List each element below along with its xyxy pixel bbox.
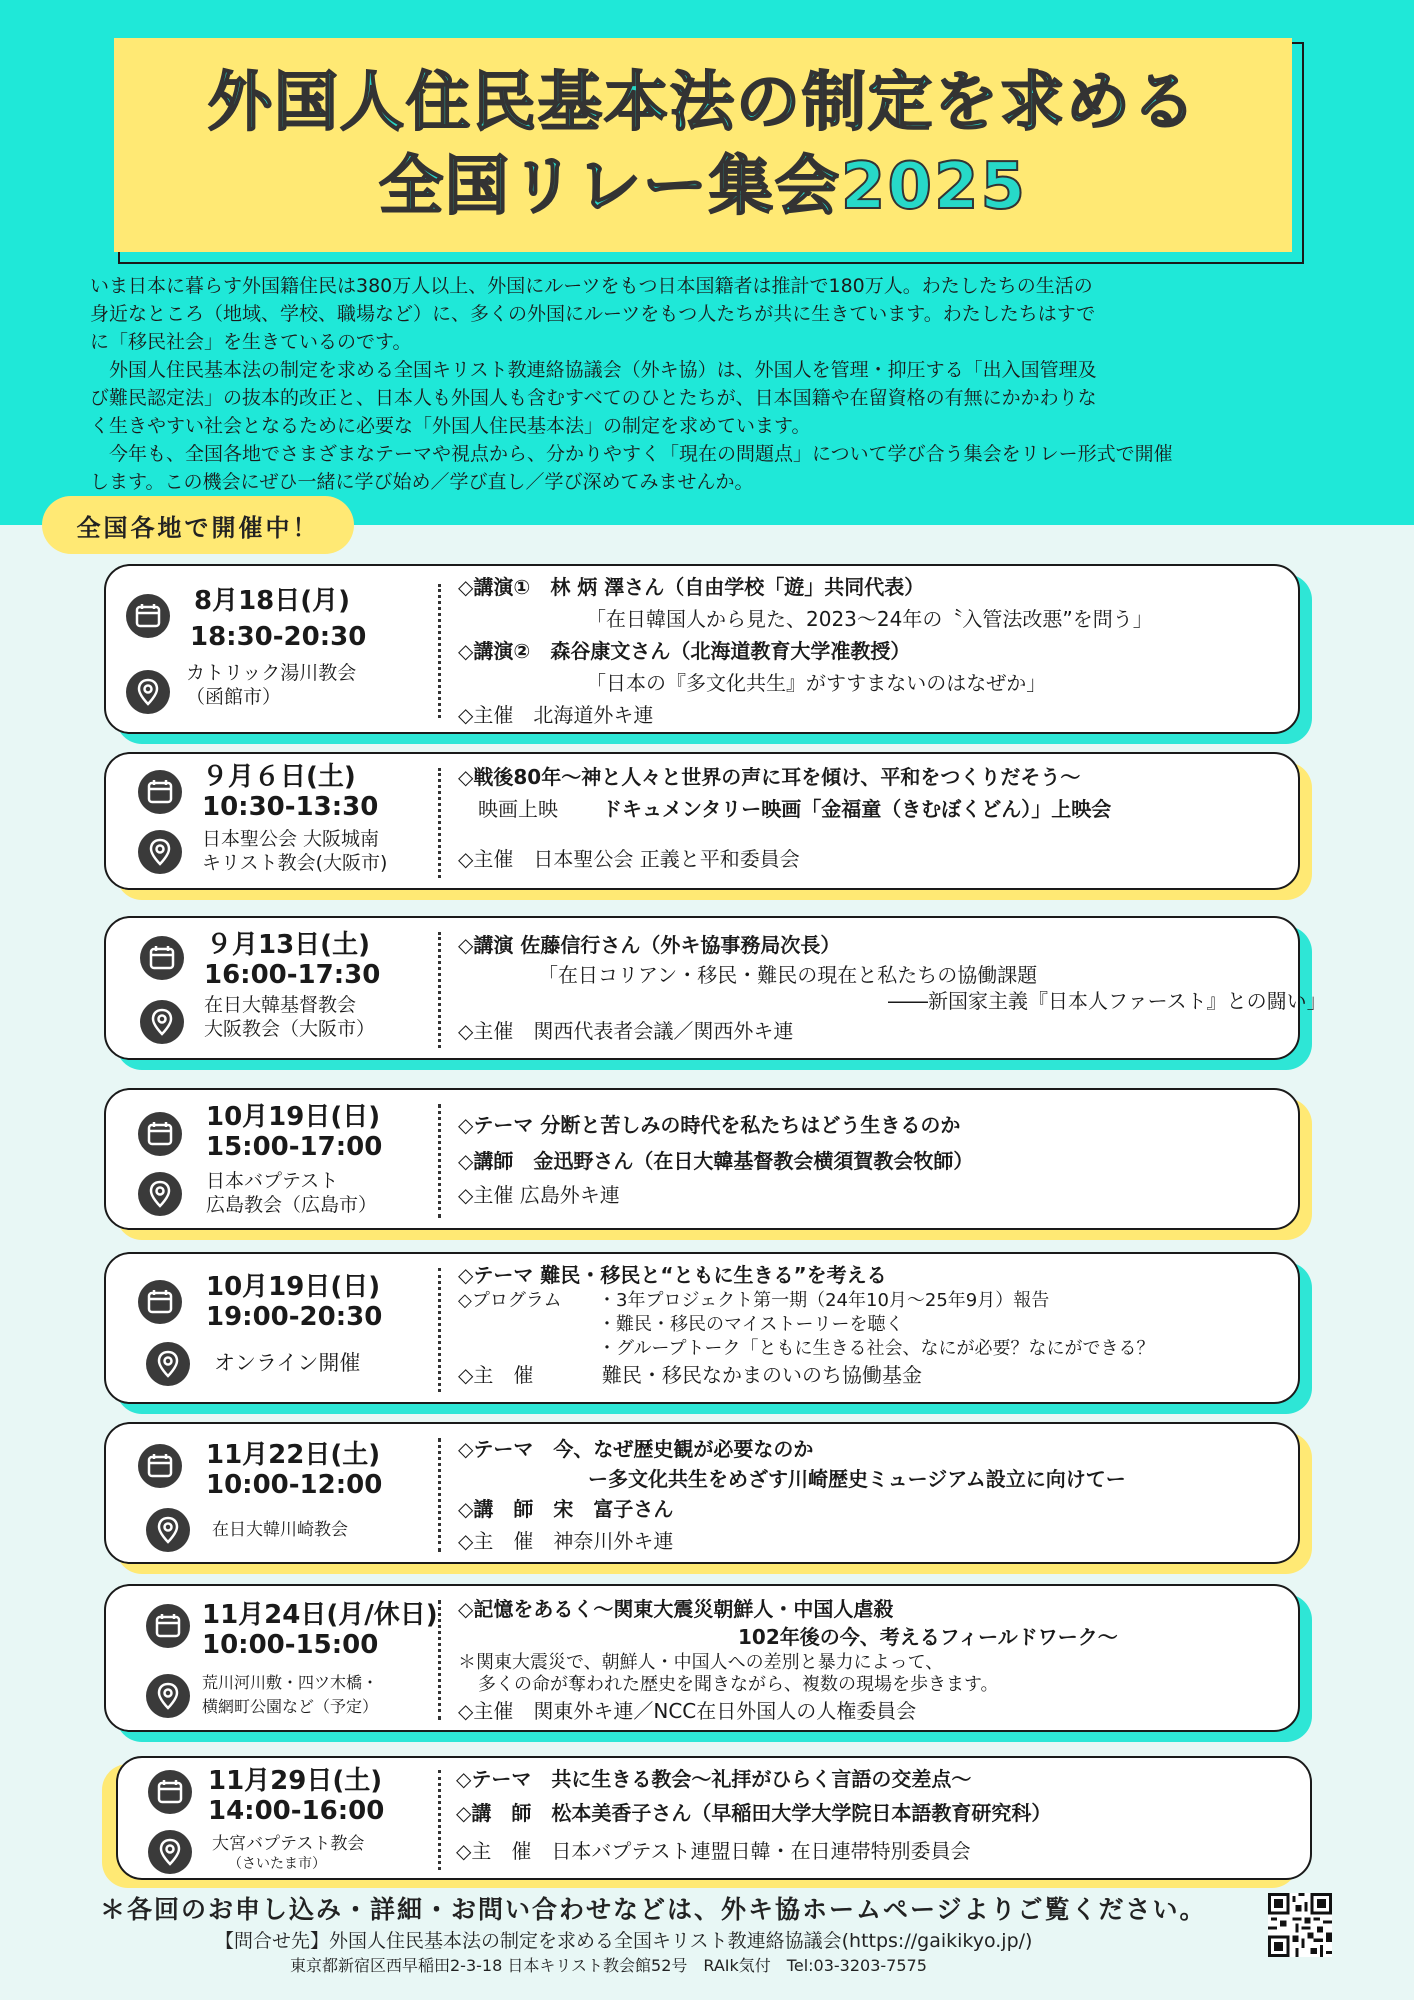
intro-line: に「移民社会」を生きているのです。: [90, 331, 412, 353]
event-time: 16:00-17:30: [204, 960, 381, 990]
detail-line: ◇テーマ 難民・移民と“ともに生きる”を考える: [458, 1263, 887, 1287]
card-body: [104, 752, 1300, 890]
qr-code-icon[interactable]: [1268, 1893, 1332, 1957]
location-pin-icon: [146, 1342, 190, 1386]
event-venue: 日本バプテスト: [206, 1170, 339, 1192]
calendar-icon: [148, 1770, 192, 1814]
event-date: ９月６日(土): [202, 762, 356, 792]
calendar-icon: [140, 936, 184, 980]
event-time: 18:30-20:30: [190, 622, 367, 652]
event-details: [458, 1254, 1282, 1402]
calendar-icon: [126, 594, 170, 638]
event-date: 10月19日(日): [206, 1272, 381, 1302]
event-date: 11月24日(月/休日): [202, 1600, 438, 1630]
detail-line: ◇戦後80年〜神と人々と世界の声に耳を傾け、平和をつくりだそう〜: [458, 765, 1081, 789]
event-date: 11月22日(土): [206, 1440, 381, 1470]
divider: [438, 1104, 441, 1218]
location-pin-icon: [140, 1000, 184, 1044]
event-venue-city: （函館市）: [186, 686, 282, 708]
detail-line: ◇主催 広島外キ連: [458, 1183, 620, 1207]
calendar-icon: [138, 1112, 182, 1156]
intro-line: 身近なところ（地域、学校、職場など）に、多くの外国にルーツをもつ人たちが共に生きています。わたしたちはすで: [90, 303, 1096, 325]
event-card: [104, 1088, 1300, 1230]
location-pin-icon: [146, 1674, 190, 1718]
detail-line: ◇主 催: [458, 1363, 534, 1387]
divider: [438, 1600, 441, 1720]
detail-line: ＊関東大震災で、朝鮮人・中国人への差別と暴力によって、: [458, 1652, 944, 1673]
event-time: 10:30-13:30: [202, 792, 379, 822]
divider: [438, 768, 441, 878]
event-venue-city: 広島教会（広島市）: [206, 1194, 378, 1216]
detail-line: ◇講演② 森谷康文さん（北海道教育大学准教授）: [458, 639, 911, 663]
detail-line: ◇テーマ 今、なぜ歴史観が必要なのか: [458, 1437, 814, 1461]
title-box: [114, 38, 1292, 252]
location-pin-icon: [148, 1830, 192, 1874]
calendar-icon: [138, 770, 182, 814]
intro-text: [90, 272, 1330, 496]
card-body: [104, 1584, 1300, 1732]
event-venue: 荒川河川敷・四ツ木橋・: [202, 1673, 379, 1692]
intro-line: び難民認定法」の抜本的改正と、日本人も外国人も含むすべてのひとたちが、日本国籍や在留資格の有無にかかわりな: [90, 387, 1097, 409]
detail-line: 102年後の今、考えるフィールドワーク〜: [738, 1625, 1118, 1649]
event-card: [116, 1756, 1312, 1880]
title-line-2: 全国リレー集会2025: [378, 150, 1028, 224]
event-date: 10月19日(日): [206, 1102, 381, 1132]
event-venue-city: 横網町公園など（予定）: [202, 1697, 379, 1716]
calendar-icon: [138, 1280, 182, 1324]
event-venue-city: キリスト教会(大阪市): [202, 852, 388, 874]
event-card: [104, 564, 1300, 734]
card-body: [116, 1756, 1312, 1880]
card-body: [104, 1088, 1300, 1230]
intro-line: く生きやすい社会となるために必要な「外国人住民基本法」の制定を求めています。: [90, 415, 811, 437]
card-body: [104, 916, 1327, 1060]
event-venue-city: 大阪教会（大阪市）: [204, 1018, 376, 1040]
detail-line: 「在日韓国人から見た、2023〜24年の〝入管法改悪”を問う」: [586, 607, 1153, 631]
intro-line: 外国人住民基本法の制定を求める全国キリスト教連絡協議会（外キ協）は、外国人を管理・抑圧する「出入国管理及: [90, 359, 1097, 381]
footer-note: ＊各回のお申し込み・詳細・お問い合わせなどは、外キ協ホームページよりご覧ください。: [100, 1895, 1207, 1924]
event-venue: 大宮バプテスト教会: [212, 1834, 365, 1854]
detail-line: ・難民・移民のマイストーリーを聴く: [598, 1314, 904, 1335]
event-details: [458, 918, 1327, 1058]
detail-line: ・3年プロジェクト第一期（24年10月〜25年9月）報告: [598, 1290, 1050, 1311]
intro-line: します。この機会にぜひ一緒に学び始め／学び直し／学び深めてみませんか。: [90, 471, 754, 493]
location-pin-icon: [126, 670, 170, 714]
event-time: 10:00-12:00: [206, 1470, 383, 1500]
event-details: [456, 1758, 1294, 1878]
location-pin-icon: [146, 1508, 190, 1552]
detail-line: ◇講演① 林 炳 澤さん（自由学校「遊」共同代表）: [458, 575, 925, 599]
footer-contact: 【問合せ先】外国人住民基本法の制定を求める全国キリスト教連絡協議会(https://gaikikyo.jp/): [215, 1930, 1033, 1952]
event-details: [458, 1090, 1282, 1228]
event-date: ９月13日(土): [206, 930, 370, 960]
detail-line: ◇講 師 松本美香子さん（早稲田大学大学院日本語教育研究科）: [456, 1801, 1052, 1825]
event-venue: 在日大韓基督教会: [204, 994, 357, 1016]
title-line-1: 外国人住民基本法の制定を求める: [208, 66, 1198, 140]
detail-line: ◇記憶をあるく〜関東大震災朝鮮人・中国人虐殺: [458, 1597, 894, 1621]
detail-line: 「在日コリアン・移民・難民の現在と私たちの協働課題: [538, 963, 1038, 987]
event-card: [104, 1584, 1300, 1732]
card-body: [104, 564, 1300, 734]
detail-line: ◇主催 日本聖公会 正義と平和委員会: [458, 847, 800, 871]
event-venue: 在日大韓川崎教会: [212, 1520, 348, 1540]
detail-line: ◇テーマ 共に生きる教会〜礼拝がひらく言語の交差点〜: [456, 1767, 972, 1791]
card-body: [104, 1422, 1300, 1564]
detail-line: ー多文化共生をめざす川崎歴史ミュージアム設立に向けてー: [588, 1467, 1126, 1491]
event-date: 8月18日(月): [194, 586, 351, 616]
event-card: [104, 752, 1300, 890]
event-venue: オンライン開催: [214, 1351, 361, 1375]
location-pin-icon: [138, 830, 182, 874]
detail-line: ◇テーマ 分断と苦しみの時代を私たちはどう生きるのか: [458, 1113, 961, 1137]
event-time: 14:00-16:00: [208, 1796, 385, 1826]
calendar-icon: [138, 1444, 182, 1488]
event-time: 10:00-15:00: [202, 1630, 379, 1660]
calendar-icon: [146, 1604, 190, 1648]
detail-line: ◇主 催 神奈川外キ連: [458, 1529, 674, 1553]
detail-line: ◇講演 佐藤信行さん（外キ協事務局次長）: [458, 933, 841, 957]
detail-line: ・グループトーク「ともに生きる社会、なにが必要？なにができる？: [598, 1338, 1155, 1359]
divider: [438, 1438, 441, 1552]
detail-line: 映画上映: [478, 797, 558, 821]
intro-line: 今年も、全国各地でさまざまなテーマや視点から、分かりやすく「現在の問題点」について学び合う集会をリレー形式で開催: [90, 443, 1173, 465]
detail-line: ――新国家主義『日本人ファースト』との闘い」: [888, 989, 1327, 1013]
event-time: 19:00-20:30: [206, 1302, 383, 1332]
card-body: [104, 1252, 1300, 1404]
event-venue-city: （さいたま市）: [228, 1856, 326, 1872]
detail-line: 難民・移民なかまのいのち協働基金: [602, 1363, 922, 1387]
detail-line: ◇主催 北海道外キ連: [458, 703, 654, 727]
divider: [438, 1268, 441, 1392]
footer-address: 東京都新宿区西早稲田2-3-18 日本キリスト教会館52号 RAIk気付 Tel:03-3203-7575: [290, 1956, 927, 1975]
event-card: [104, 916, 1327, 1060]
event-details: [458, 754, 1282, 888]
event-details: [458, 1424, 1282, 1562]
detail-line: ◇プログラム: [458, 1290, 562, 1311]
divider: [438, 932, 441, 1048]
nationwide-badge: 全国各地で開催中！: [42, 496, 354, 554]
divider: [438, 1770, 441, 1870]
event-venue: カトリック湯川教会: [186, 662, 357, 684]
event-time: 15:00-17:00: [206, 1132, 383, 1162]
detail-line: 「日本の『多文化共生』がすすまないのはなぜか」: [586, 671, 1047, 695]
event-card: [104, 1252, 1300, 1404]
event-details: [458, 1586, 1282, 1730]
divider: [438, 584, 441, 718]
intro-line: いま日本に暮らす外国籍住民は380万人以上、外国にルーツをもつ日本国籍者は推計で180万人。わたしたちの生活の: [90, 275, 1093, 297]
event-details: [458, 566, 1282, 732]
location-pin-icon: [138, 1172, 182, 1216]
detail-line: ◇講師 金迅野さん（在日大韓基督教会横須賀教会牧師）: [458, 1149, 974, 1173]
detail-line: ◇講 師 宋 富子さん: [458, 1497, 674, 1521]
event-card: [104, 1422, 1300, 1564]
event-venue: 日本聖公会 大阪城南: [202, 828, 380, 850]
event-date: 11月29日(土): [208, 1766, 383, 1796]
detail-line: ◇主 催 日本バプテスト連盟日韓・在日連帯特別委員会: [456, 1839, 971, 1863]
detail-line: ◇主催 関東外キ連／NCC在日外国人の人権委員会: [458, 1699, 917, 1723]
detail-line: ドキュメンタリー映画「金福童（きむぼくどん）」上映会: [602, 797, 1112, 821]
detail-line: ◇主催 関西代表者会議／関西外キ連: [458, 1019, 794, 1043]
detail-line: 多くの命が奪われた歴史を聞きながら、複数の現場を歩きます。: [478, 1674, 999, 1695]
